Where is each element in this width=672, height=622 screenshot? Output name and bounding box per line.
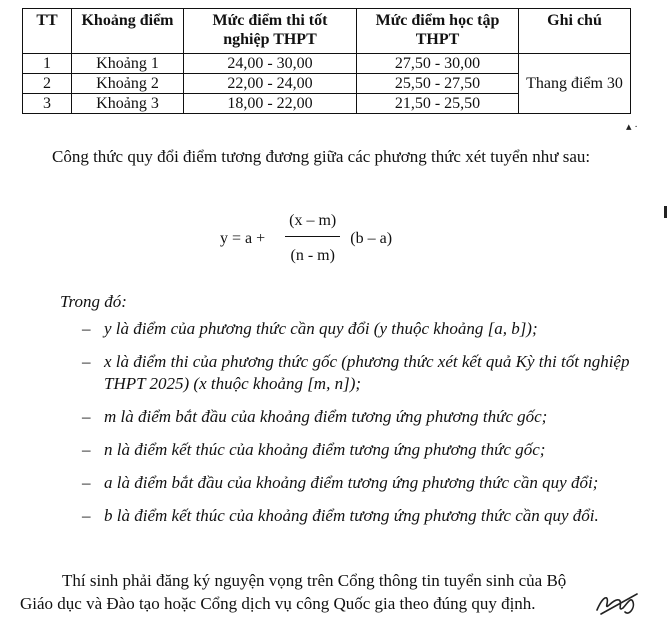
list-item: – b là điểm kết thúc của khoảng điểm tương ứng phương thức cần quy đổi. [82,506,599,525]
conversion-formula [220,212,392,265]
cell-study: 25,50 - 27,50 [357,74,519,94]
list-item: – a là điểm bắt đầu của khoảng điểm tương ứng phương thức cần quy đổi; [82,473,599,492]
definition-b: b là điểm kết thúc của khoảng điểm tương ứng phương thức cần quy đổi. [104,506,599,525]
closing-line-1: Thí sinh phải đăng ký nguyện vọng trên Cổng thông tin tuyển sinh của Bộ [62,571,567,590]
list-item: – m là điểm bắt đầu của khoảng điểm tương ứng phương thức gốc; [82,407,548,426]
closing-line-2: Giáo dục và Đào tạo hoặc Cổng dịch vụ công Quốc gia theo đúng quy định. [20,594,536,613]
intro-paragraph: Công thức quy đổi điểm tương đương giữa các phương thức xét tuyển như sau: [52,147,591,166]
list-item: – x là điểm thi của phương thức gốc (phương thức xét kết quả Kỳ thi tốt nghiệp THPT 2025) (x thuộc khoảng [m, n]); [82,352,630,393]
cell-tt: 3 [23,94,72,114]
scan-mark: ▴ · [626,121,638,133]
note-text: Thang điểm 30 [526,74,623,92]
cell-zone: Khoảng 1 [72,54,184,74]
cell-thpt: 24,00 - 30,00 [184,54,357,74]
formula-rhs: (b – a) [350,229,393,247]
cell-zone: Khoảng 3 [72,94,184,114]
formula-lhs: y = a + [220,229,266,247]
definition-x: x là điểm thi của phương thức gốc (phương thức xét kết quả Kỳ thi tốt nghiệp THPT 2025) (x thuộc khoảng [m, n]); [104,352,630,393]
cell-study: 21,50 - 25,50 [357,94,519,114]
definition-y: y là điểm của phương thức cần quy đổi (y thuộc khoảng [a, b]); [104,319,538,338]
cell-study: 27,50 - 30,00 [357,54,519,74]
header-note: Ghi chú [519,9,631,54]
list-item: – y là điểm của phương thức cần quy đổi (y thuộc khoảng [a, b]); [82,319,538,338]
cell-zone: Khoảng 2 [72,74,184,94]
initial-signature-icon [593,590,643,618]
list-item: – n là điểm kết thúc của khoảng điểm tương ứng phương thức gốc; [82,440,546,459]
definition-n: n là điểm kết thúc của khoảng điểm tương ứng phương thức gốc; [104,440,546,459]
header-tt: TT [23,9,72,54]
cell-thpt: 22,00 - 24,00 [184,74,357,94]
definition-a: a là điểm bắt đầu của khoảng điểm tương ứng phương thức cần quy đổi; [104,473,599,492]
where-label: Trong đó: [60,292,127,311]
scan-edge-mark [664,206,667,218]
definition-list [82,318,642,538]
cell-thpt: 18,00 - 22,00 [184,94,357,114]
formula-denominator: (n - m) [290,247,335,264]
cell-tt: 2 [23,74,72,94]
score-range-table [22,8,631,114]
table-header-row [23,9,631,54]
table-row [23,54,631,74]
formula-fraction [285,212,340,265]
header-study-score: Mức điểm học tập THPT [357,9,519,54]
cell-note [519,54,631,114]
header-thpt-score: Mức điểm thi tốt nghiệp THPT [184,9,357,54]
definition-m: m là điểm bắt đầu của khoảng điểm tương ứng phương thức gốc; [104,407,548,426]
header-zone: Khoảng điểm [72,9,184,54]
formula-numerator: (x – m) [285,212,340,237]
cell-tt: 1 [23,54,72,74]
